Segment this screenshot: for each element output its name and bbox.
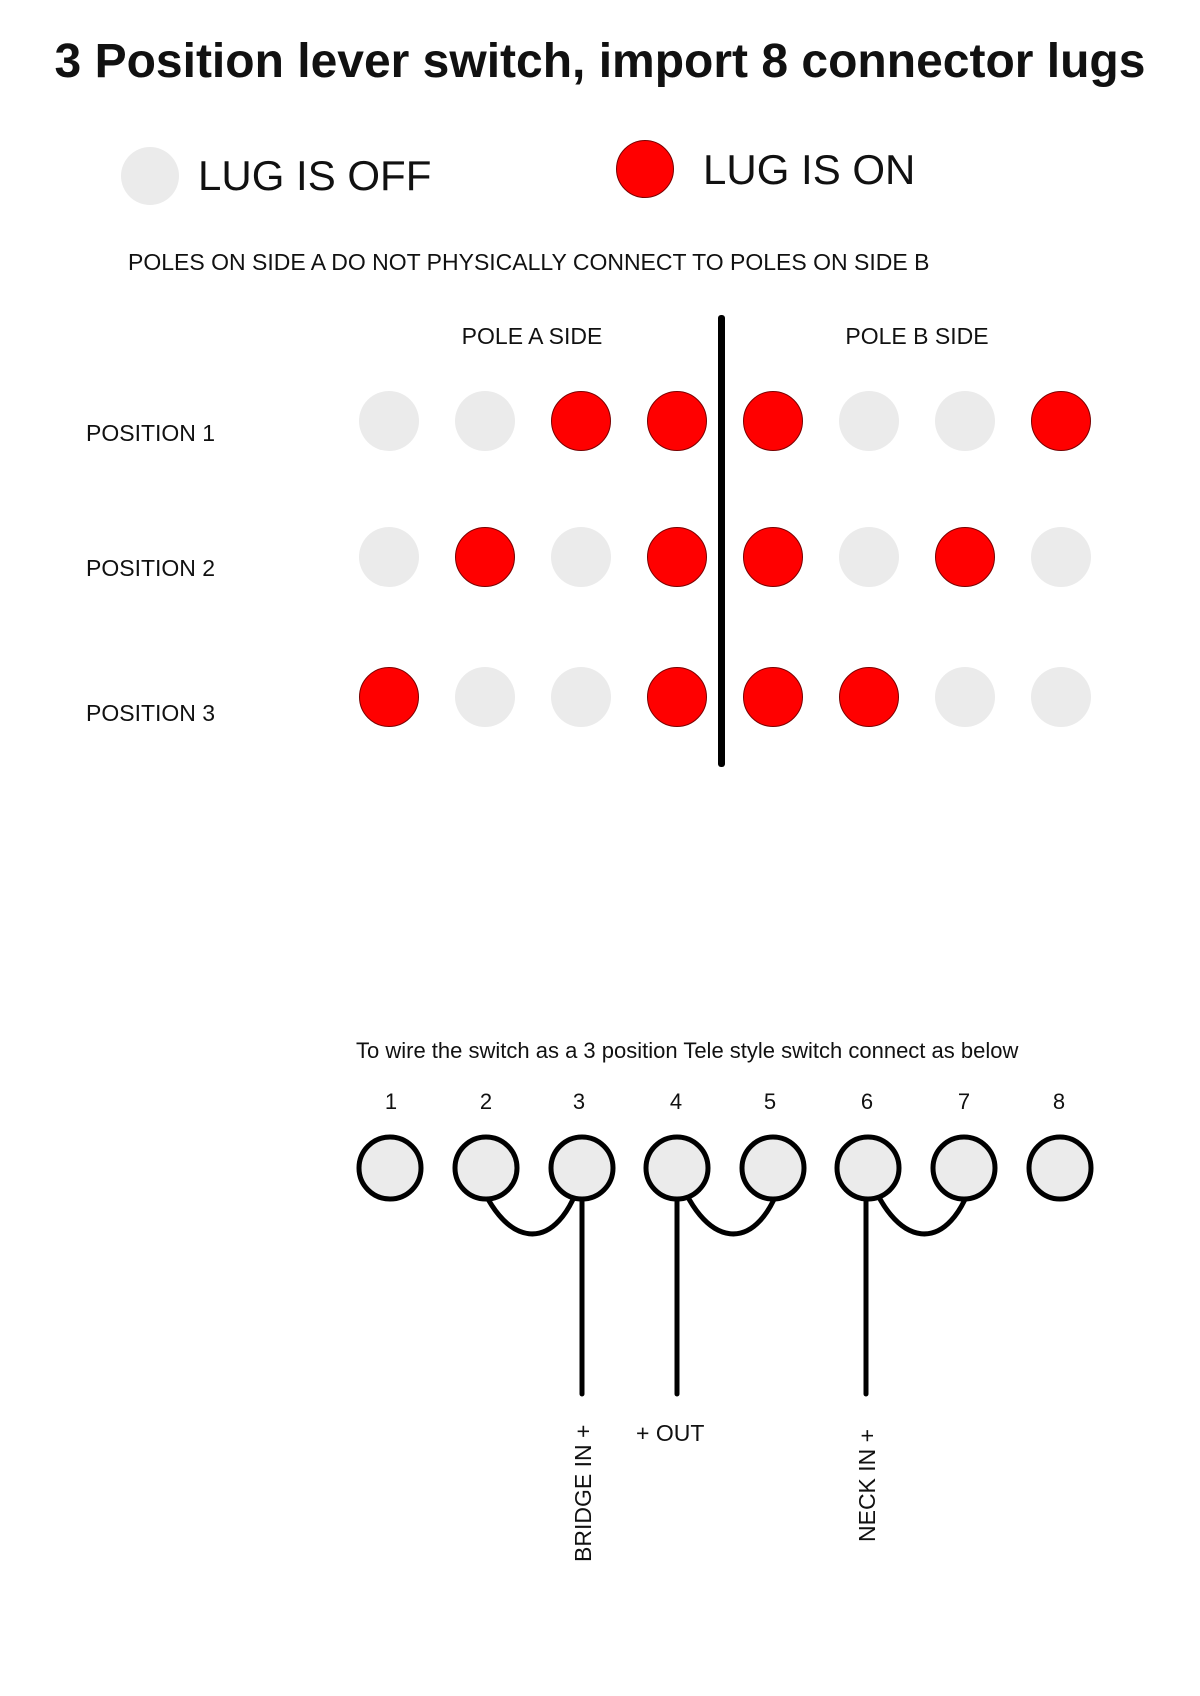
wiring-lug-4 [646, 1137, 708, 1199]
lug-number-6: 6 [860, 1089, 874, 1114]
lug-number-1: 1 [384, 1089, 398, 1114]
neck-in-label: NECK IN + [854, 1428, 880, 1542]
lug-number-5: 5 [763, 1089, 777, 1114]
wiring-lug-5 [742, 1137, 804, 1199]
wiring-lug-6 [837, 1137, 899, 1199]
position-2-label: POSITION 2 [86, 555, 216, 581]
legend-on-label: LUG IS ON [703, 146, 916, 193]
wiring-lug-3 [551, 1137, 613, 1199]
wiring-instruction: To wire the switch as a 3 position Tele style switch connect as below [356, 1038, 1019, 1063]
wiring-lug-7 [933, 1137, 995, 1199]
bridge-in-label: BRIDGE IN + [570, 1424, 596, 1562]
page-title: 3 Position lever switch, import 8 connector lugs [54, 35, 1146, 88]
lug-number-2: 2 [479, 1089, 493, 1114]
lug-number-3: 3 [572, 1089, 586, 1114]
lug-number-8: 8 [1052, 1089, 1066, 1114]
position-3-label: POSITION 3 [86, 700, 216, 726]
wiring-lug-1 [359, 1137, 421, 1199]
wiring-lug-8 [1029, 1137, 1091, 1199]
lug-number-4: 4 [669, 1089, 683, 1114]
isolation-note: POLES ON SIDE A DO NOT PHYSICALLY CONNECT TO POLES ON SIDE B [128, 249, 930, 275]
legend-off-label: LUG IS OFF [198, 152, 432, 199]
wiring-lug-2 [455, 1137, 517, 1199]
lug-number-7: 7 [957, 1089, 971, 1114]
out-label: + OUT [636, 1420, 705, 1446]
position-1-label: POSITION 1 [86, 420, 216, 446]
pole-b-header: POLE B SIDE [845, 323, 989, 349]
pole-a-header: POLE A SIDE [461, 323, 603, 349]
